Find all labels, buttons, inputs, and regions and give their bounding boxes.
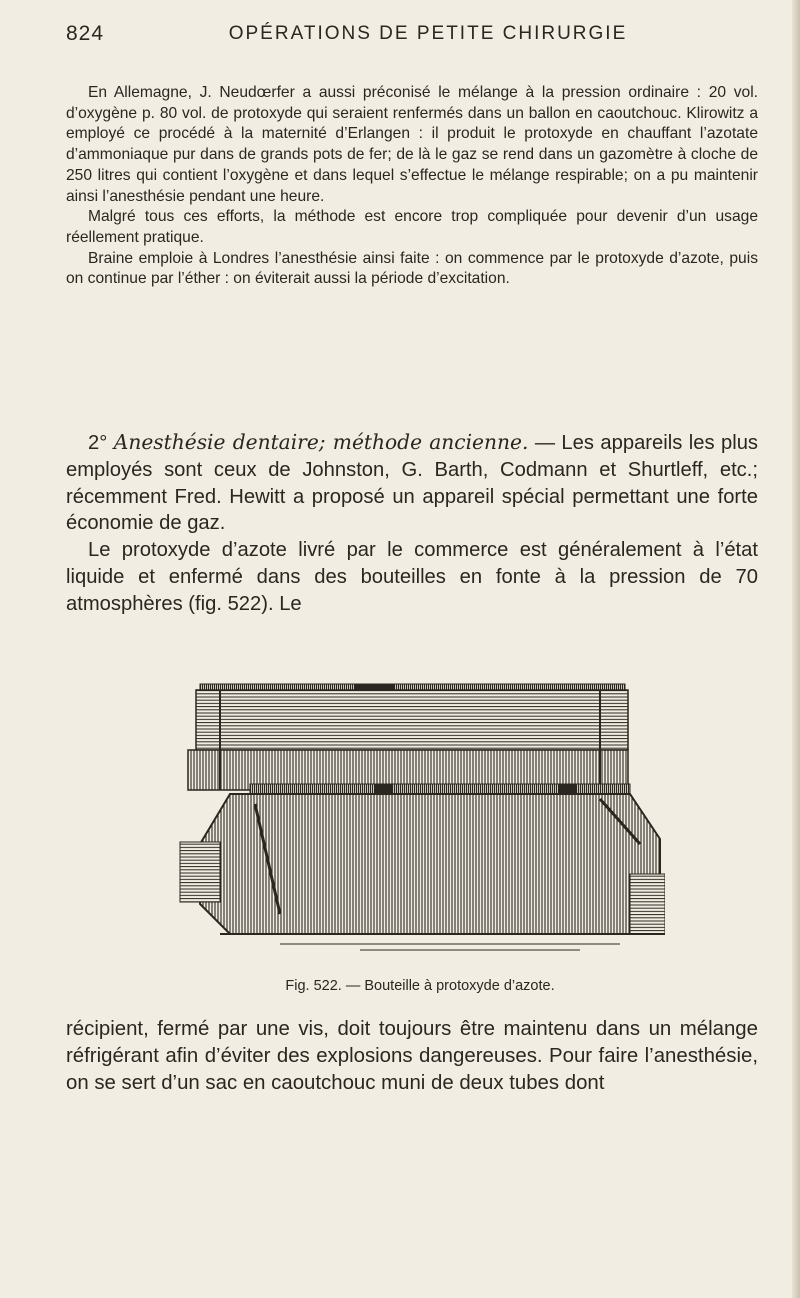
page-header [66,22,756,52]
section-heading: Anesthésie dentaire; méthode ancienne. [113,430,529,454]
running-title: OPÉRATIONS DE PETITE CHIRURGIE [228,23,628,44]
paragraph: récipient, fermé par une vis, doit toujours être maintenu dans un mélange réfrigérant afin d’éviter des explosions dangereuses. Pour faire l’anesthésie, on se sert d’un sac en caoutchouc muni de deux tubes dont [66,1018,758,1094]
upper-bottle [188,684,628,790]
figure-bottle-illustration [160,664,665,974]
section-text: — Les appareils les plus employés sont ceux de Johnston, G. Barth, Codmann et Shurtleff, etc.; récemment Fred. Hewitt a proposé un appareil spécial permettant une forte économie de gaz. [66,432,759,535]
paragraph: Malgré tous ces efforts, la méthode est encore trop compliquée pour devenir d’un usage réellement pratique. [66,208,758,246]
section-number: 2° [88,432,108,454]
large-text-block [66,429,758,618]
section-paragraph [66,429,758,537]
page-edge-shadow [792,0,800,1298]
lower-bottle [180,784,665,950]
paragraph: Le protoxyde d’azote livré par le commerce est généralement à l’état liquide et enfermé dans des bouteilles en fonte à la pression de 70 atmosphères (fig. 522). Le [66,539,758,615]
small-text-block [66,83,758,290]
figure-caption: Fig. 522. — Bouteille à protoxyde d’azote. [285,978,555,994]
paragraph: En Allemagne, J. Neudœrfer a aussi préconisé le mélange à la pression ordinaire : 20 vol. d’oxygène p. 80 vol. de protoxyde qui seraient renfermés dans un ballon en caoutchouc. Klirowitz a employé ce procédé à la maternité d’Erlangen : il produit le protoxyde en chauffant l’azotate d’ammoniaque pur dans de grands pots de fer; de là le gaz se rend dans un gazomètre à cloche de 250 litres qui contient l’oxygène et dans lequel s’effectue le mélange respirable; on a pu maintenir ainsi l’anesthésie pendant une heure. [66,84,758,205]
bottom-text-block [66,1016,758,1096]
paragraph: Braine emploie à Londres l’anesthésie ainsi faite : on commence par le protoxyde d’azote, puis on continue par l’éther : on éviterait aussi la période d’excitation. [66,249,758,288]
page-number: 824 [66,22,105,45]
